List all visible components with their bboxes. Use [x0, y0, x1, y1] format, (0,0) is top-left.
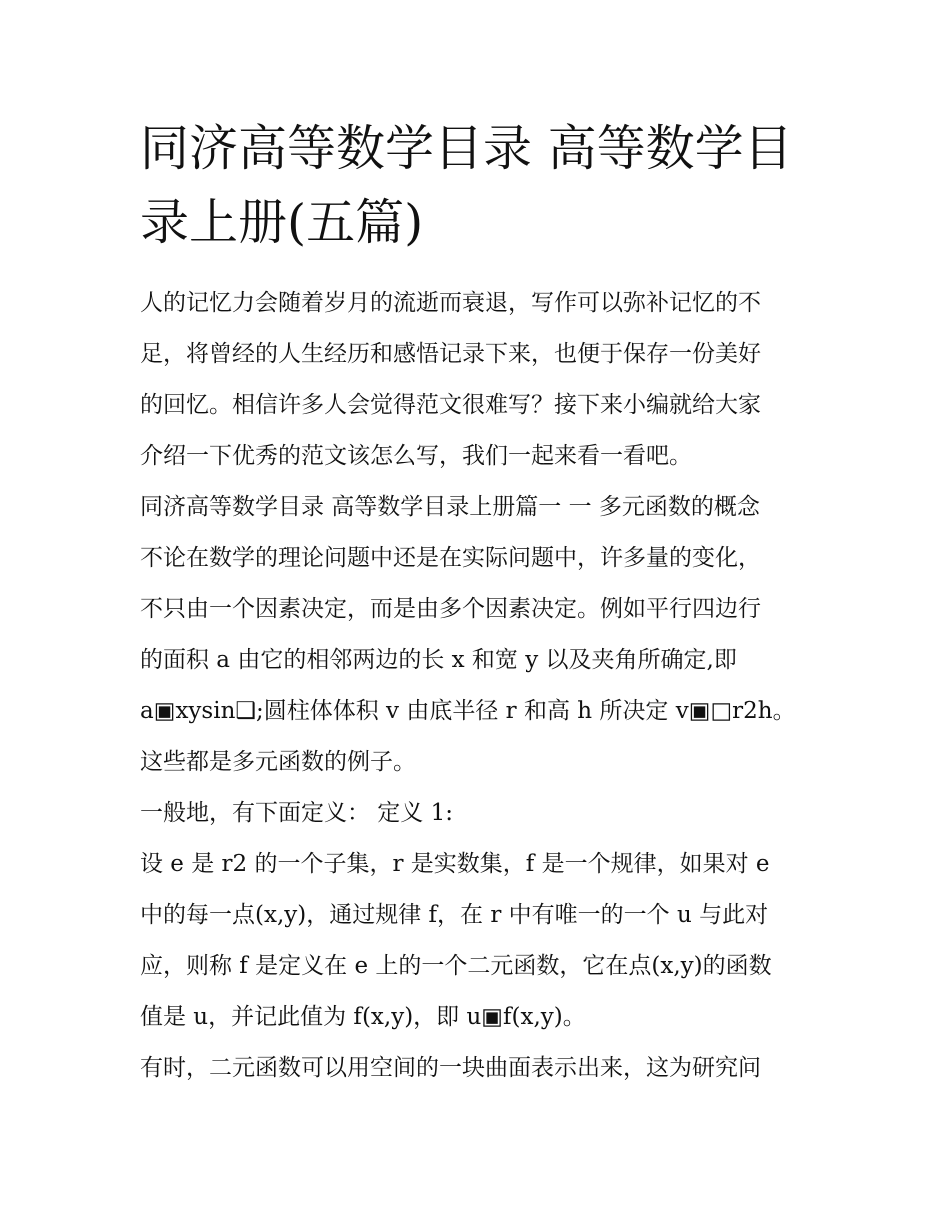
document-title: 同济高等数学目录 高等数学目 录上册(五篇)	[140, 120, 793, 251]
paragraph-multivariable-concept: 同济高等数学目录 高等数学目录上册篇一 一 多元函数的概念 不论在数学的理论问题中还是在实际问题中，许多量的变化， 不只由一个因素决定，而是由多个因素决定。例如平行四边行 的面积 a 由它的相邻两边的长 x 和宽 y 以及夹角所确定,即 a▣xysin❑;圆柱体体积 v 由底半径 r 和高 h 所决定 v▣□r2h。 这些都是多元函数的例子。	[140, 494, 796, 775]
document-body	[140, 278, 820, 1094]
paragraph-intro: 人的记忆力会随着岁月的流逝而衰退，写作可以弥补记忆的不 足，将曾经的人生经历和感悟记录下来，也便于保存一份美好 的回忆。相信许多人会觉得范文很难写？接下来小编就给大家 介绍一下优秀的范文该怎么写，我们一起来看一看吧。	[140, 290, 761, 469]
paragraph-surface-note: 有时，二元函数可以用空间的一块曲面表示出来，这为研究问	[140, 1055, 761, 1081]
document-page	[140, 112, 820, 1094]
paragraph-definition-1: 设 e 是 r2 的一个子集，r 是实数集，f 是一个规律，如果对 e 中的每一点(x,y)，通过规律 f，在 r 中有唯一的一个 u 与此对 应，则称 f 是定义在 e 上的一个二元函数，它在点(x,y)的函数 值是 u，并记此值为 f(x,y)，即 u▣f(x,y)。	[140, 851, 772, 1030]
paragraph-definition-heading: 一般地，有下面定义： 定义 1:	[140, 800, 454, 826]
